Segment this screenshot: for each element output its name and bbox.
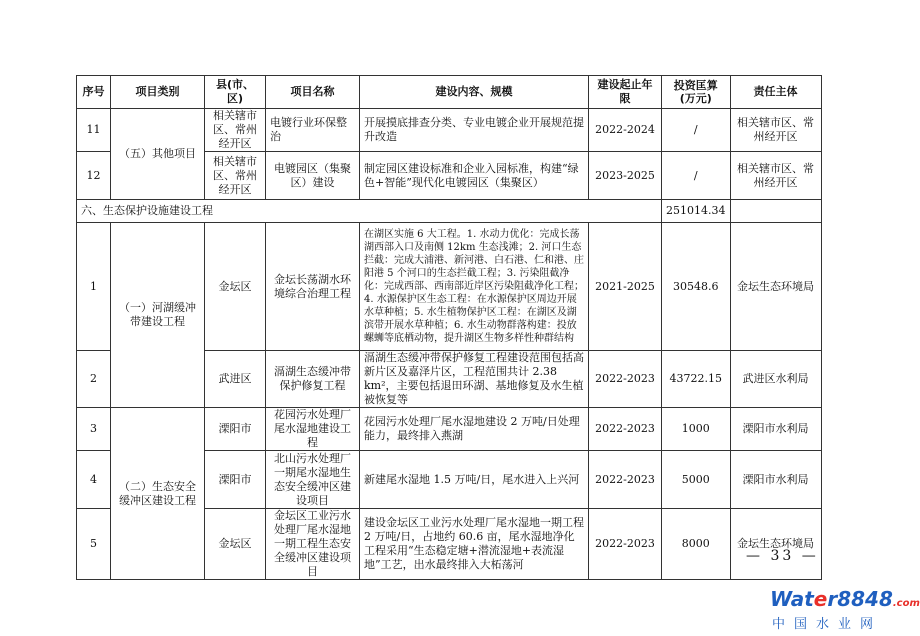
row-invest: 43722.15 (662, 351, 731, 408)
row-years: 2022-2023 (589, 451, 662, 509)
header-county: 县(市、区) (205, 76, 266, 109)
section-total: 251014.34 (662, 200, 731, 223)
row-owner: 溧阳市水利局 (730, 451, 821, 509)
row-no: 4 (77, 451, 111, 509)
row-content: 花园污水处理厂尾水湿地建设 2 万吨/日处理能力，最终排入燕湖 (360, 408, 589, 451)
row-county: 金坛区 (205, 223, 266, 351)
row-name: 金坛长荡湖水环境综合治理工程 (266, 223, 360, 351)
row-owner: 金坛生态环境局 (730, 223, 821, 351)
table-header-row (77, 76, 822, 109)
row-invest: / (662, 152, 731, 200)
row-years: 2023-2025 (589, 152, 662, 200)
row-years: 2022-2023 (589, 408, 662, 451)
row-invest: / (662, 109, 731, 152)
row-content: 开展摸底排查分类、专业电镀企业开展规范提升改造 (360, 109, 589, 152)
row-content: 制定园区建设标准和企业入园标准，构建“绿色+智能”现代化电镀园区（集聚区） (360, 152, 589, 200)
table-row (77, 223, 822, 351)
row-invest: 5000 (662, 451, 731, 509)
row-county: 溧阳市 (205, 451, 266, 509)
row-no: 1 (77, 223, 111, 351)
row-county: 相关辖市区、常州经开区 (205, 109, 266, 152)
header-invest: 投资匡算 (万元) (662, 76, 731, 109)
row-content: 新建尾水湿地 1.5 万吨/日，尾水进入上兴河 (360, 451, 589, 509)
section-empty-cell (730, 200, 821, 223)
row-name: 电镀园区（集聚区）建设 (266, 152, 360, 200)
category-cell: （五）其他项目 (111, 109, 205, 200)
page-number: — 33 — (746, 548, 819, 564)
table-row (77, 408, 822, 451)
header-content: 建设内容、规模 (360, 76, 589, 109)
watermark-logo (770, 587, 920, 633)
row-years: 2022-2024 (589, 109, 662, 152)
row-content: 建设金坛区工业污水处理厂尾水湿地一期工程 2 万吨/日，占地约 60.6 亩，尾水湿地净化工程采用“生态稳定塘+潜流湿地+表流湿地”工艺，出水最终排入大柘荡河 (360, 509, 589, 580)
row-years: 2022-2023 (589, 509, 662, 580)
table-row (77, 109, 822, 152)
row-county: 相关辖市区、常州经开区 (205, 152, 266, 200)
row-owner: 相关辖市区、常州经开区 (730, 152, 821, 200)
row-name: 滆湖生态缓冲带保护修复工程 (266, 351, 360, 408)
header-name: 项目名称 (266, 76, 360, 109)
row-years: 2022-2023 (589, 351, 662, 408)
watermark-subtitle: 中国水业网 (772, 617, 883, 632)
category-cell: （二）生态安全缓冲区建设工程 (111, 408, 205, 580)
row-county: 溧阳市 (205, 408, 266, 451)
watermark-brand: Water8848.com (770, 587, 920, 611)
row-name: 金坛区工业污水处理厂尾水湿地一期工程生态安全缓冲区建设项目 (266, 509, 360, 580)
row-no: 12 (77, 152, 111, 200)
row-invest: 30548.6 (662, 223, 731, 351)
header-no: 序号 (77, 76, 111, 109)
row-invest: 8000 (662, 509, 731, 580)
header-category: 项目类别 (111, 76, 205, 109)
row-content: 在湖区实施 6 大工程。1. 水动力优化：完成长荡湖西部入口及南侧 12km 生态浅滩；2. 河口生态拦截：完成大浦港、新河港、白石港、仁和港、庄阳港 5 个河口的生态拦截工程；3. 污染阻截净化：完成西部、西南部近岸区污染阻截净化工程；4. 水源保护区生态工程：在水源保护区周边开展水草种植；5. 水生植物保护区工程：在湖区及湖滨带开展水草种植；6. 水生动物群落构建：投放螺蛳等底栖动物，提升湖区生物多样性种群结构 (360, 223, 589, 351)
row-no: 3 (77, 408, 111, 451)
section-title: 六、生态保护设施建设工程 (77, 200, 662, 223)
row-owner: 相关辖市区、常州经开区 (730, 109, 821, 152)
row-no: 11 (77, 109, 111, 152)
header-years: 建设起止年限 (589, 76, 662, 109)
section-row (77, 200, 822, 223)
row-county: 金坛区 (205, 509, 266, 580)
row-name: 花园污水处理厂尾水湿地建设工程 (266, 408, 360, 451)
row-county: 武进区 (205, 351, 266, 408)
row-years: 2021-2025 (589, 223, 662, 351)
row-owner: 武进区水利局 (730, 351, 821, 408)
project-table (76, 75, 822, 580)
category-cell: （一）河湖缓冲带建设工程 (111, 223, 205, 408)
row-name: 北山污水处理厂一期尾水湿地生态安全缓冲区建设项目 (266, 451, 360, 509)
header-owner: 责任主体 (730, 76, 821, 109)
row-name: 电镀行业环保整治 (266, 109, 360, 152)
row-owner: 溧阳市水利局 (730, 408, 821, 451)
row-content: 滆湖生态缓冲带保护修复工程建设范围包括高新片区及嘉泽片区，工程范围共计 2.38 km²，主要包括退田环湖、基地修复及水生植被恢复等 (360, 351, 589, 408)
row-no: 5 (77, 509, 111, 580)
row-invest: 1000 (662, 408, 731, 451)
row-owner: 金坛生态环境局 (730, 509, 821, 580)
row-no: 2 (77, 351, 111, 408)
